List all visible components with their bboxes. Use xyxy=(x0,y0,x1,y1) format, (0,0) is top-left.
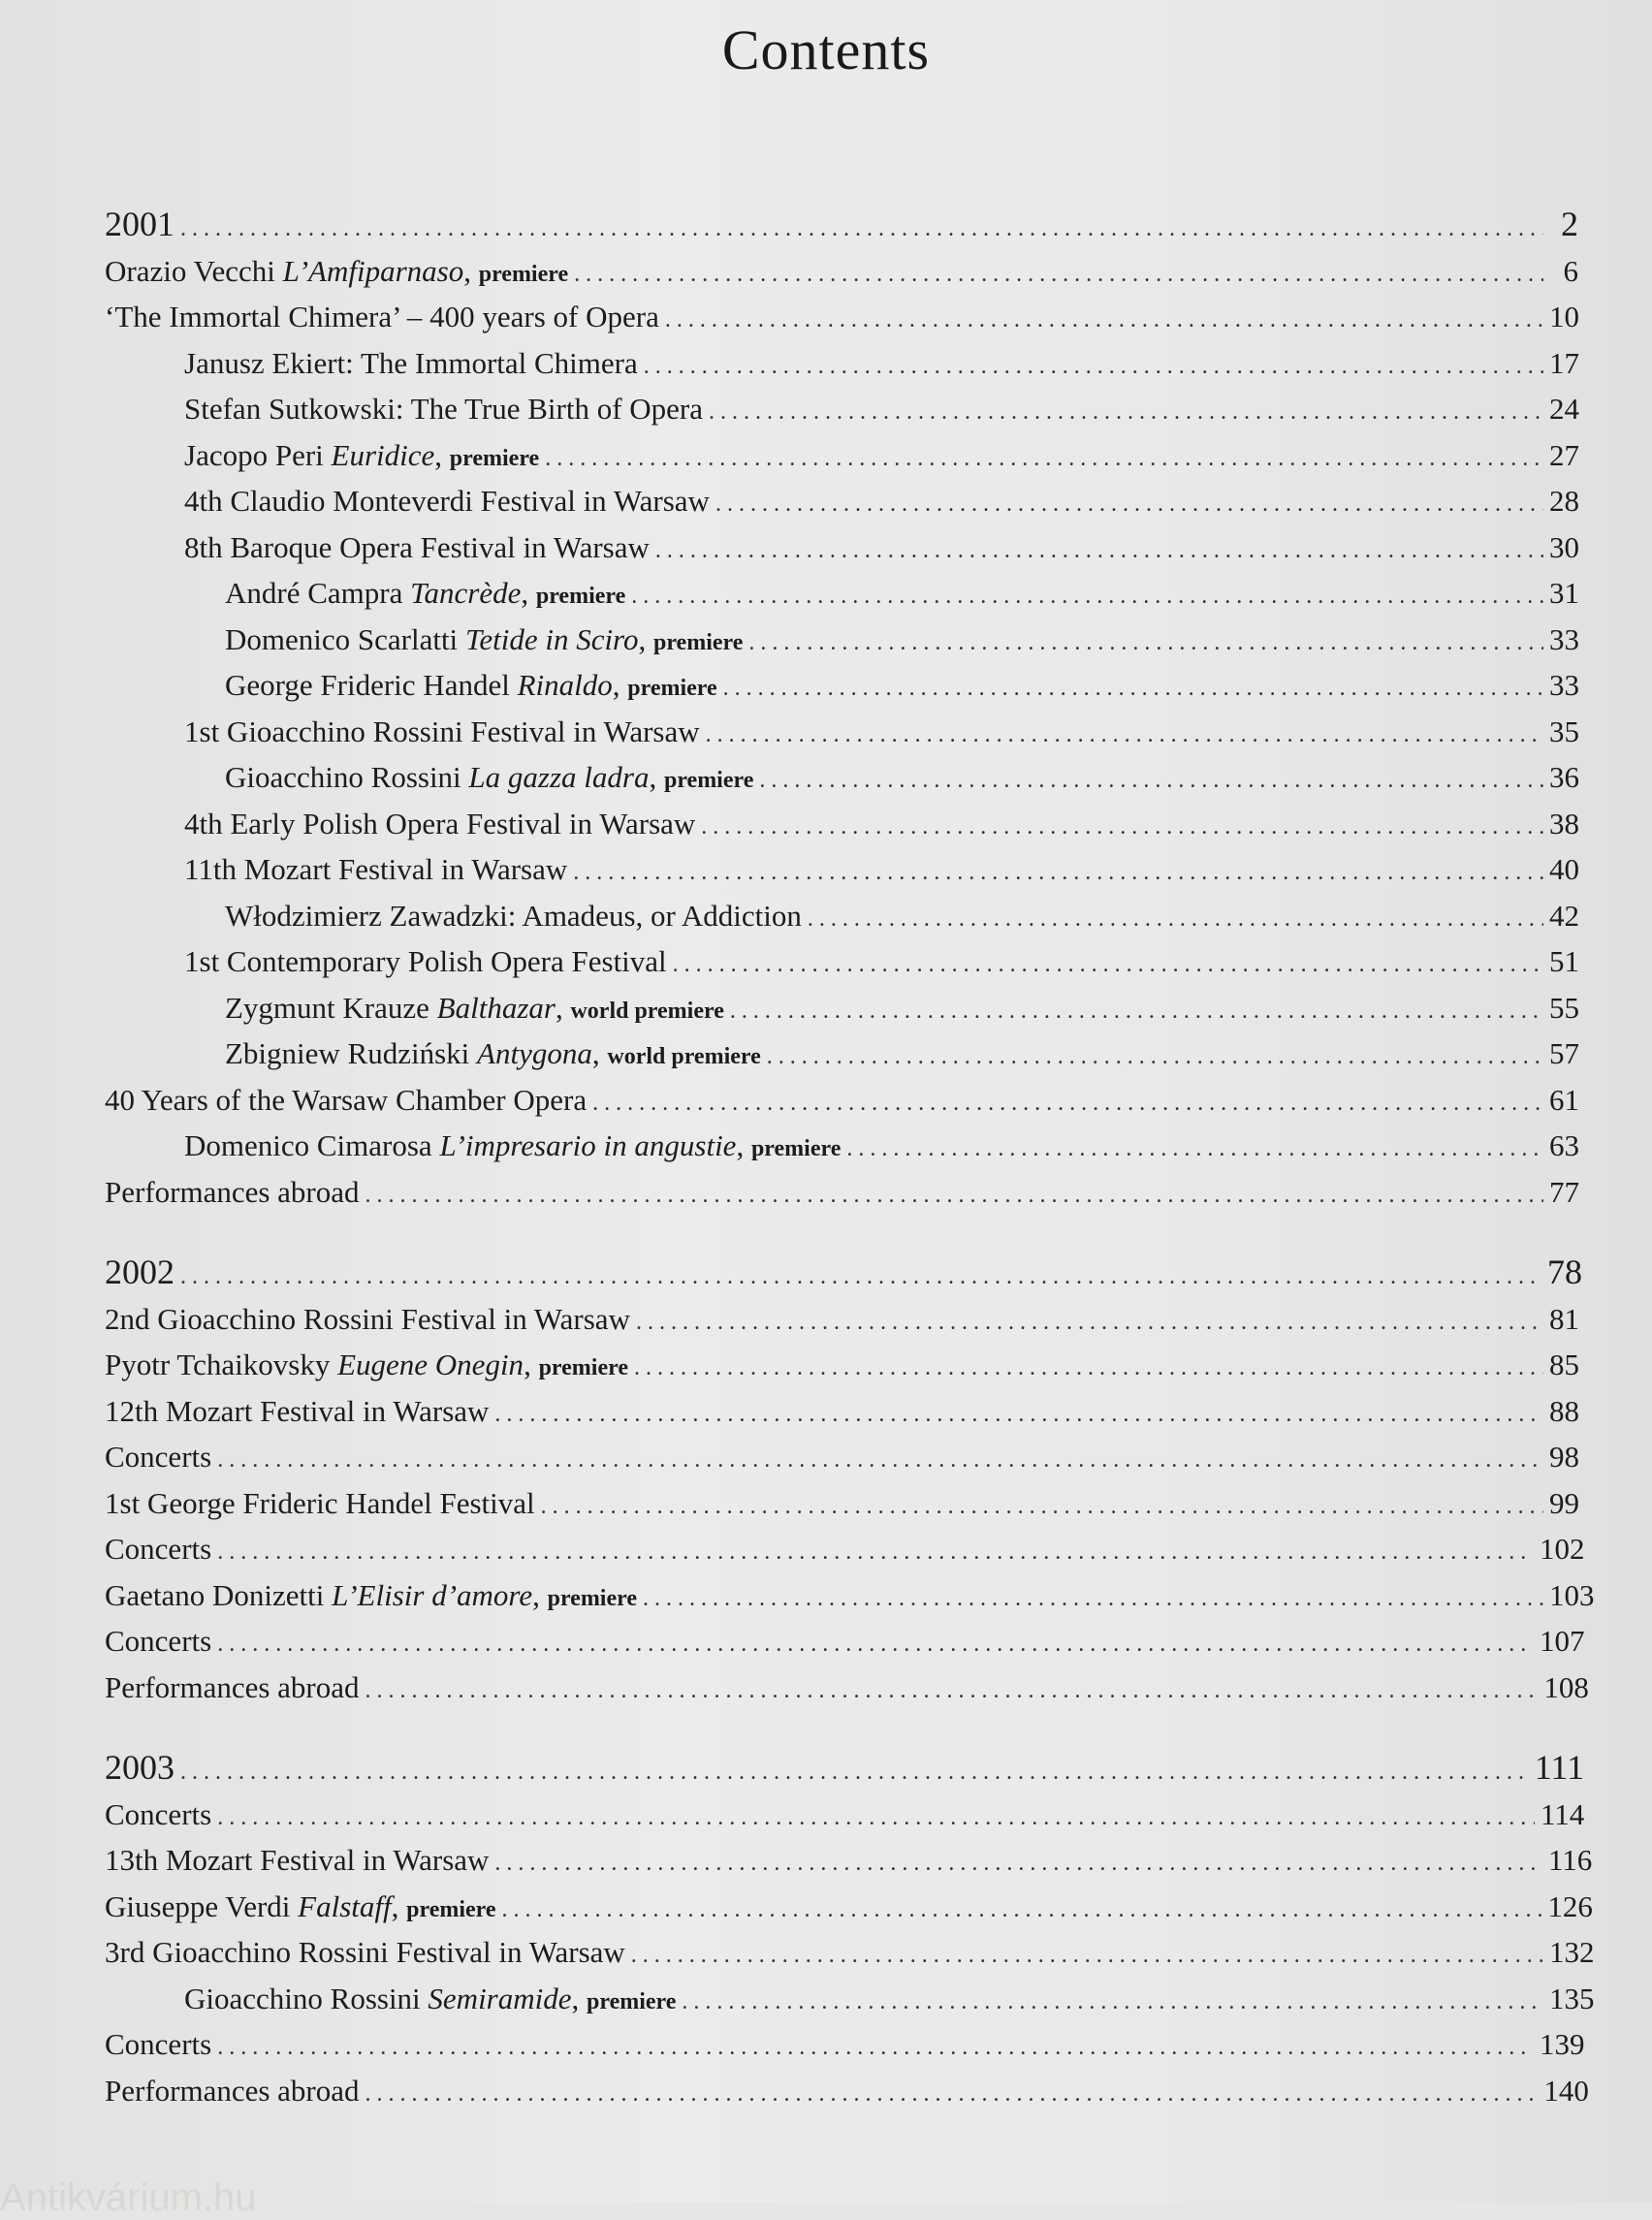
page-number: 78 xyxy=(1546,1253,1582,1291)
page-number: 108 xyxy=(1543,1669,1589,1704)
page-number: 55 xyxy=(1549,990,1579,1025)
dot-leader xyxy=(494,1841,1542,1887)
toc-entry xyxy=(105,846,1578,893)
dot-leader xyxy=(709,390,1543,436)
entry-text: Domenico Scarlatti xyxy=(225,621,465,656)
toc-section xyxy=(105,1250,1595,1710)
toc-entry xyxy=(105,662,1578,709)
premiere-note: premiere xyxy=(652,629,744,655)
entry-text: Gaetano Donizetti xyxy=(105,1577,333,1612)
page-number: 27 xyxy=(1549,437,1579,472)
toc-entry xyxy=(105,1388,1578,1435)
entry-text: Concerts xyxy=(105,1796,212,1831)
entry-text: Concerts xyxy=(105,1624,212,1658)
toc-entry-title xyxy=(105,1388,489,1435)
dot-leader xyxy=(574,252,1543,299)
dot-leader xyxy=(767,1034,1543,1081)
toc-entry-title xyxy=(184,340,638,387)
toc-entry xyxy=(105,2068,1589,2114)
work-title: Tetide in Sciro xyxy=(464,621,639,656)
entry-text: Pyotr Tchaikovsky xyxy=(105,1348,338,1381)
entry-text: , xyxy=(638,621,653,656)
toc-entry-title xyxy=(105,1169,360,1216)
page-number: 103 xyxy=(1549,1577,1595,1612)
work-title: Eugene Onegin xyxy=(337,1348,524,1381)
dot-leader xyxy=(217,2025,1534,2072)
entry-text: , xyxy=(649,760,664,794)
toc-entry xyxy=(105,1976,1595,2022)
toc-entry-title xyxy=(225,662,717,713)
entry-text: , xyxy=(524,1348,539,1381)
entry-text: 4th Early Polish Opera Festival in Warsaw xyxy=(184,806,696,840)
dot-leader xyxy=(644,344,1543,391)
toc-entry-title xyxy=(225,617,743,667)
work-title: L’Elisir d’amore xyxy=(332,1577,533,1612)
work-title: Falstaff xyxy=(298,1888,392,1923)
toc-entry-title xyxy=(225,893,802,939)
dot-leader xyxy=(365,1668,1539,1715)
entry-text: Concerts xyxy=(105,1440,212,1474)
page-number: 17 xyxy=(1549,345,1579,380)
toc-year-heading xyxy=(105,202,1578,248)
page-number: 135 xyxy=(1549,1981,1595,2015)
premiere-note: premiere xyxy=(750,1136,842,1161)
entry-text: 12th Mozart Festival in Warsaw xyxy=(105,1393,490,1428)
toc-entry-title xyxy=(105,1884,496,1934)
toc-entry-title xyxy=(105,248,568,299)
dot-leader xyxy=(365,2072,1539,2118)
entry-text: 4th Claudio Monteverdi Festival in Warsaw xyxy=(184,484,710,518)
toc-entry xyxy=(105,432,1578,479)
page-number: 107 xyxy=(1539,1624,1585,1658)
work-title: L’impresario in angustie xyxy=(439,1128,737,1162)
page-number: 61 xyxy=(1549,1082,1579,1117)
toc-entry xyxy=(105,1572,1595,1619)
toc-entry xyxy=(105,570,1578,617)
page-number: 36 xyxy=(1549,760,1579,794)
entry-text: 2002 xyxy=(105,1253,175,1291)
page-number: 30 xyxy=(1549,529,1579,564)
entry-text: 1st Contemporary Polish Opera Festival xyxy=(184,944,667,978)
dot-leader xyxy=(217,1622,1534,1668)
dot-leader xyxy=(180,206,1543,253)
toc-entry xyxy=(105,985,1578,1031)
page-number: 33 xyxy=(1549,621,1579,656)
entry-text: Stefan Sutkowski: The True Birth of Opera xyxy=(184,392,704,426)
work-title: Balthazar xyxy=(436,990,556,1025)
entry-text: , xyxy=(532,1577,548,1612)
dot-leader xyxy=(180,1254,1541,1301)
page-number: 6 xyxy=(1563,253,1578,288)
entry-text: , xyxy=(555,990,571,1025)
dot-leader xyxy=(217,1530,1534,1576)
entry-text: Concerts xyxy=(105,1532,212,1566)
page-number: 114 xyxy=(1540,1796,1585,1831)
page-number: 98 xyxy=(1549,1440,1579,1474)
dot-leader xyxy=(217,1795,1535,1842)
dot-leader xyxy=(217,1438,1543,1484)
dot-leader xyxy=(706,713,1543,759)
premiere-note: premiere xyxy=(663,768,754,793)
watermark: Antikvárium.hu xyxy=(0,2176,257,2219)
toc-entry xyxy=(105,1434,1578,1480)
toc-entry-title xyxy=(105,1526,211,1572)
page-title: Contents xyxy=(721,18,931,81)
toc-entry xyxy=(105,938,1578,985)
work-title: Semiramide xyxy=(428,1981,572,2015)
dot-leader xyxy=(573,850,1543,897)
entry-text: Giuseppe Verdi xyxy=(105,1888,299,1923)
toc-entry-title xyxy=(184,432,539,483)
table-of-contents xyxy=(105,202,1595,2148)
dot-leader xyxy=(748,620,1543,667)
toc-entry xyxy=(105,478,1578,524)
toc-entry xyxy=(105,2021,1585,2068)
toc-entry-title xyxy=(105,2021,211,2068)
premiere-note: premiere xyxy=(587,1988,677,2014)
entry-text: Gioacchino Rossini xyxy=(225,760,469,794)
toc-entry-title xyxy=(105,1745,175,1792)
page-number: 102 xyxy=(1539,1532,1585,1566)
toc-year-heading xyxy=(105,1745,1585,1792)
entry-text: Orazio Vecchi xyxy=(105,253,283,288)
dot-leader xyxy=(701,805,1543,851)
work-title: Rinaldo xyxy=(517,668,613,702)
entry-text: , xyxy=(463,253,479,288)
page-number: 51 xyxy=(1549,944,1579,978)
work-title: Euridice xyxy=(331,437,435,472)
premiere-note: premiere xyxy=(478,261,569,287)
entry-text: Concerts xyxy=(105,2027,212,2061)
toc-entry xyxy=(105,1792,1585,1838)
toc-entry-title xyxy=(225,985,724,1035)
page-number: 38 xyxy=(1549,806,1579,840)
entry-text: Gioacchino Rossini xyxy=(184,1981,429,2015)
dot-leader xyxy=(180,1750,1529,1796)
entry-text: , xyxy=(591,1036,608,1070)
toc-entry-title xyxy=(105,1434,211,1480)
page-number: 126 xyxy=(1547,1888,1593,1923)
entry-text: , xyxy=(391,1888,407,1923)
toc-entry xyxy=(105,1031,1578,1077)
toc-entry xyxy=(105,294,1578,340)
toc-entry xyxy=(105,1123,1578,1169)
page-number: 57 xyxy=(1549,1036,1579,1070)
toc-entry-title xyxy=(105,1480,535,1527)
toc-entry xyxy=(105,893,1578,939)
dot-leader xyxy=(545,436,1543,483)
toc-entry-title xyxy=(105,1296,630,1343)
page-number: 2 xyxy=(1561,205,1578,243)
dot-leader xyxy=(634,1346,1543,1392)
page-number: 85 xyxy=(1549,1348,1579,1381)
toc-entry-title xyxy=(225,570,625,620)
dot-leader xyxy=(541,1484,1543,1531)
page-number: 28 xyxy=(1549,484,1579,518)
toc-entry xyxy=(105,1296,1578,1343)
toc-entry-title xyxy=(105,1792,211,1838)
toc-entry xyxy=(105,754,1578,801)
entry-text: George Frideric Handel xyxy=(225,668,518,702)
toc-entry xyxy=(105,1480,1578,1527)
premiere-note: premiere xyxy=(547,1585,637,1611)
dot-leader xyxy=(631,574,1543,620)
dot-leader xyxy=(631,1933,1543,1980)
toc-entry xyxy=(105,1342,1578,1388)
page-number: 77 xyxy=(1549,1174,1579,1209)
toc-entry-title xyxy=(184,709,700,755)
page-number: 111 xyxy=(1534,1748,1585,1787)
dot-leader xyxy=(655,528,1543,575)
entry-text: , xyxy=(571,1981,588,2015)
toc-entry-title xyxy=(105,1837,489,1884)
page-number: 81 xyxy=(1549,1301,1579,1336)
entry-text: 1st George Frideric Handel Festival xyxy=(105,1485,535,1520)
entry-text: Włodzimierz Zawadzki: Amadeus, or Addiction xyxy=(225,898,802,933)
page-number: 116 xyxy=(1547,1843,1593,1877)
page-number: 88 xyxy=(1549,1393,1579,1428)
toc-entry xyxy=(105,1077,1578,1124)
toc-year-heading xyxy=(105,1250,1582,1296)
toc-entry-title xyxy=(105,2068,360,2114)
premiere-note: premiere xyxy=(535,584,626,609)
entry-text: Zygmunt Krauze xyxy=(225,990,437,1025)
toc-entry xyxy=(105,709,1578,755)
entry-text: 13th Mozart Festival in Warsaw xyxy=(105,1843,490,1877)
toc-entry-title xyxy=(105,1618,211,1665)
toc-entry-title xyxy=(105,202,175,248)
page-number: 40 xyxy=(1549,852,1579,886)
entry-text: Performances abroad xyxy=(105,1174,360,1209)
toc-entry xyxy=(105,1618,1585,1665)
page-number: 10 xyxy=(1549,300,1579,333)
dot-leader xyxy=(636,1300,1543,1347)
toc-entry-title xyxy=(184,938,667,985)
toc-entry xyxy=(105,524,1578,571)
premiere-note: premiere xyxy=(406,1896,496,1922)
premiere-note: premiere xyxy=(449,445,540,471)
toc-entry-title xyxy=(105,1250,175,1296)
toc-entry-title xyxy=(184,1123,841,1173)
entry-text: 2003 xyxy=(105,1748,175,1787)
entry-text: 11th Mozart Festival in Warsaw xyxy=(184,852,568,886)
toc-entry-title xyxy=(105,1077,587,1124)
toc-entry xyxy=(105,617,1578,663)
entry-text: Domenico Cimarosa xyxy=(184,1128,440,1162)
entry-text: , xyxy=(612,668,628,702)
toc-section xyxy=(105,202,1578,1215)
toc-entry-title xyxy=(184,846,567,893)
entry-text: 2001 xyxy=(105,205,175,243)
toc-entry xyxy=(105,1837,1593,1884)
entry-text: André Campra xyxy=(225,576,411,610)
dot-leader xyxy=(759,758,1543,805)
toc-entry-title xyxy=(105,1342,628,1392)
toc-entry-title xyxy=(105,1572,637,1623)
premiere-note: world premiere xyxy=(570,998,724,1024)
page-number: 42 xyxy=(1549,898,1579,933)
dot-leader xyxy=(715,482,1543,528)
entry-text: Zbigniew Rudziński xyxy=(225,1036,478,1070)
page-number: 140 xyxy=(1543,2073,1589,2108)
toc-entry-title xyxy=(225,754,753,805)
premiere-note: premiere xyxy=(627,676,717,701)
toc-entry xyxy=(105,1884,1593,1930)
page-number: 132 xyxy=(1549,1935,1595,1969)
dot-leader xyxy=(665,298,1543,344)
entry-text: , xyxy=(521,576,536,610)
toc-entry-title xyxy=(105,1665,360,1711)
page-number: 31 xyxy=(1549,576,1579,610)
entry-text: Jacopo Peri xyxy=(184,437,332,472)
page-number: 24 xyxy=(1549,392,1579,426)
toc-entry-title xyxy=(105,294,659,340)
toc-entry-title xyxy=(184,386,703,432)
page-number: 35 xyxy=(1549,714,1579,748)
entry-text: 8th Baroque Opera Festival in Warsaw xyxy=(184,529,650,564)
entry-text: Performances abroad xyxy=(105,1669,360,1704)
toc-entry-title xyxy=(184,524,650,571)
premiere-note: premiere xyxy=(538,1355,628,1380)
dot-leader xyxy=(643,1576,1543,1623)
entry-text: , xyxy=(434,437,450,472)
page-number: 139 xyxy=(1539,2027,1585,2061)
dot-leader xyxy=(494,1392,1543,1439)
dot-leader xyxy=(723,666,1543,713)
entry-text: 3rd Gioacchino Rossini Festival in Warsaw xyxy=(105,1935,625,1969)
dot-leader xyxy=(846,1126,1543,1173)
premiere-note: world premiere xyxy=(607,1044,761,1069)
toc-entry xyxy=(105,1526,1585,1572)
entry-text: Performances abroad xyxy=(105,2073,360,2108)
page-number: 99 xyxy=(1549,1485,1579,1520)
toc-entry xyxy=(105,1665,1589,1711)
toc-entry-title xyxy=(225,1031,761,1081)
dot-leader xyxy=(808,897,1543,943)
entry-text: , xyxy=(736,1128,751,1162)
toc-entry xyxy=(105,1169,1578,1216)
dot-leader xyxy=(365,1173,1543,1220)
toc-entry-title xyxy=(184,1976,676,2026)
entry-text: 40 Years of the Warsaw Chamber Opera xyxy=(105,1082,588,1117)
work-title: L’Amfiparnaso xyxy=(282,253,464,288)
toc-entry xyxy=(105,248,1578,295)
toc-entry xyxy=(105,801,1578,847)
toc-entry-title xyxy=(184,801,695,847)
work-title: Antygona xyxy=(477,1036,592,1070)
dot-leader xyxy=(592,1081,1543,1127)
dot-leader xyxy=(730,989,1543,1035)
dot-leader xyxy=(673,942,1543,989)
entry-text: Janusz Ekiert: The Immortal Chimera xyxy=(184,345,638,380)
toc-entry xyxy=(105,340,1578,387)
toc-entry xyxy=(105,386,1578,432)
page-number: 63 xyxy=(1549,1128,1579,1162)
entry-text: 2nd Gioacchino Rossini Festival in Warsaw xyxy=(105,1301,630,1336)
entry-text: ‘The Immortal Chimera’ – 400 years of Opera xyxy=(105,300,659,333)
toc-entry xyxy=(105,1929,1595,1976)
page-number: 33 xyxy=(1549,668,1579,702)
dot-leader xyxy=(502,1887,1542,1934)
toc-entry-title xyxy=(105,1929,625,1976)
work-title: Tancrède xyxy=(410,576,522,610)
toc-entry-title xyxy=(184,478,710,524)
entry-text: 1st Gioacchino Rossini Festival in Warsaw xyxy=(184,714,700,748)
work-title: La gazza ladra xyxy=(468,760,650,794)
toc-section xyxy=(105,1745,1595,2113)
dot-leader xyxy=(682,1980,1543,2026)
